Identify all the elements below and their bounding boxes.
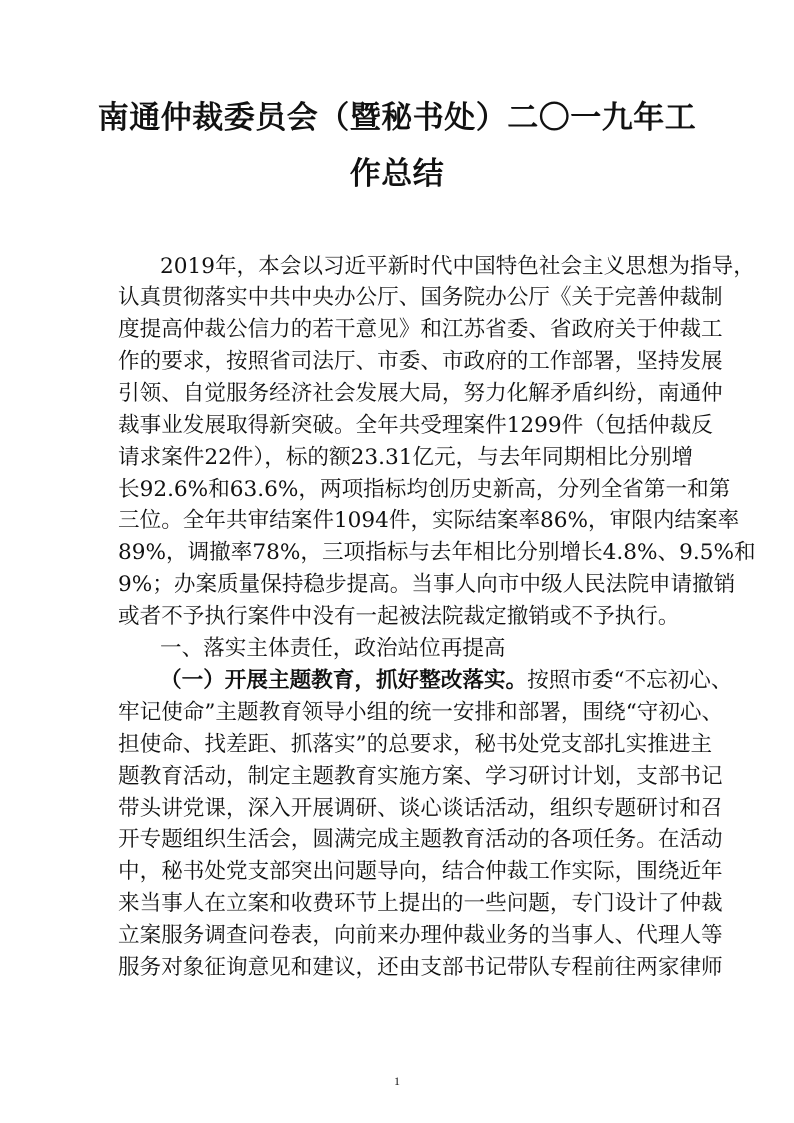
subsection-1-text: 按照市委“不忘初心、 bbox=[527, 668, 733, 693]
subsection-1-line: 题教育活动，制定主题教育实施方案、学习研讨计划，支部书记 bbox=[118, 764, 723, 789]
document-title-line-2: 作总结 bbox=[349, 156, 445, 192]
paragraph-1-line: 2019年，本会以习近平新时代中国特色社会主义思想为指导， bbox=[160, 254, 755, 279]
subsection-1-line: 带头讲党课，深入开展调研、谈心谈话活动，组织专题研讨和召 bbox=[118, 796, 723, 821]
subsection-1-line: 立案服务调查问卷表，向前来办理仲裁业务的当事人、代理人等 bbox=[118, 923, 723, 948]
paragraph-1-line: 认真贯彻落实中共中央办公厅、国务院办公厅《关于完善仲裁制 bbox=[118, 285, 723, 310]
paragraph-1-line: 引领、自觉服务经济社会发展大局，努力化解矛盾纠纷，南通仲 bbox=[118, 381, 723, 406]
paragraph-1-line: 裁事业发展取得新突破。全年共受理案件1299件（包括仲裁反 bbox=[118, 413, 713, 438]
paragraph-1-line: 长92.6%和63.6%，两项指标均创历史新高，分列全省第一和第 bbox=[118, 477, 731, 502]
subsection-1-line: 开专题组织生活会，圆满完成主题教育活动的各项任务。在活动 bbox=[118, 827, 723, 852]
page-number: 1 bbox=[394, 1074, 400, 1088]
subsection-1-line: 牢记使命”主题教育领导小组的统一安排和部署，围绕“守初心、 bbox=[118, 700, 724, 725]
paragraph-1-line: 三位。全年共审结案件1094件，实际结案率86%，审限内结案率 bbox=[118, 508, 740, 533]
subsection-1-first-line bbox=[160, 667, 733, 695]
section-heading: 一、落实主体责任，政治站位再提高 bbox=[160, 636, 506, 661]
subsection-1-line: 中，秘书处党支部突出问题导向，结合仲裁工作实际，围绕近年 bbox=[118, 859, 723, 884]
document-title-line-1: 南通仲裁委员会（暨秘书处）二〇一九年工 bbox=[97, 100, 697, 136]
paragraph-1-line: 9%；办案质量保持稳步提高。当事人向市中级人民法院申请撤销 bbox=[118, 572, 736, 597]
subsection-1-line: 担使命、找差距、抓落实”的总要求，秘书处党支部扎实推进主 bbox=[118, 732, 713, 757]
paragraph-1-line: 作的要求，按照省司法厅、市委、市政府的工作部署，坚持发展 bbox=[118, 349, 723, 374]
subsection-1-heading: （一）开展主题教育，抓好整改落实。 bbox=[160, 668, 528, 693]
paragraph-1-line: 或者不予执行案件中没有一起被法院裁定撤销或不予执行。 bbox=[118, 604, 680, 629]
paragraph-1-line: 89%，调撤率78%，三项指标与去年相比分别增长4.8%、9.5%和 bbox=[118, 540, 756, 565]
subsection-1-line: 来当事人在立案和收费环节上提出的一些问题，专门设计了仲裁 bbox=[118, 891, 723, 916]
subsection-1-line: 服务对象征询意见和建议，还由支部书记带队专程前往两家律师 bbox=[118, 955, 723, 980]
paragraph-1-line: 请求案件22件），标的额23.31亿元，与去年同期相比分别增 bbox=[118, 445, 694, 470]
paragraph-1-line: 度提高仲裁公信力的若干意见》和江苏省委、省政府关于仲裁工 bbox=[118, 317, 723, 342]
